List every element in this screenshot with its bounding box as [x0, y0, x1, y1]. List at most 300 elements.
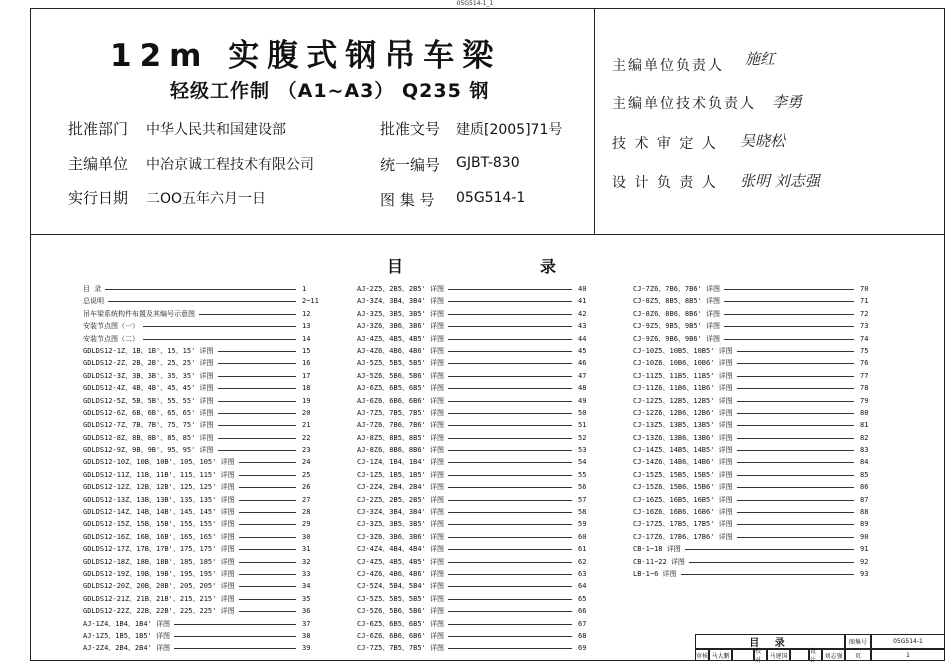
- toc-leader-line: [448, 450, 572, 451]
- date-value: 二OO五年六月一日: [146, 191, 267, 207]
- toc-entry-name: AJ-3Z6、3B6、3B6' 详图: [357, 322, 445, 331]
- toc-leader-line: [448, 462, 572, 463]
- toc-entry-page: 66: [578, 607, 587, 616]
- toc-entry-page: 59: [578, 520, 587, 529]
- toc-leader-line: [737, 462, 854, 463]
- toc-entry-page: 29: [302, 520, 311, 529]
- toc-entry: [357, 395, 587, 407]
- toc-entry-name: CJ-4Z6、4B6、4B6' 详图: [357, 569, 445, 578]
- toc-leader-line: [724, 301, 854, 302]
- toc-leader-line: [737, 500, 854, 501]
- toc-entry-page: 85: [860, 470, 869, 479]
- toc-entry-name: CJ-14Z5、14B5、14B5' 详图: [633, 446, 733, 455]
- toc-entry: [83, 618, 313, 630]
- signoff-design-role: 设 计 负 责 人: [612, 175, 718, 191]
- toc-leader-line: [737, 475, 854, 476]
- toc-entry-page: 91: [860, 545, 869, 554]
- toc-leader-line: [239, 586, 296, 587]
- toc-leader-line: [737, 438, 854, 439]
- signoff-tech-role: 主编单位技术负责人: [612, 96, 756, 112]
- toc-leader-line: [737, 537, 854, 538]
- toc-entry-page: 14: [302, 334, 311, 343]
- toc-entry-page: 78: [860, 384, 869, 393]
- toc-entry-page: 36: [302, 607, 311, 616]
- toc-entry-name: 安装节点图（一）: [83, 322, 139, 331]
- toc-entry-name: CJ-12Z6、12B6、12B6' 详图: [633, 408, 733, 417]
- toc-entry-name: CJ-10Z5、10B5、10B5' 详图: [633, 346, 733, 355]
- toc-entry-name: CJ-5Z5、5B5、5B5' 详图: [357, 594, 445, 603]
- toc-entry-page: 24: [302, 458, 311, 467]
- toc-leader-line: [448, 289, 572, 290]
- toc-entry-name: AJ-7Z6、7B6、7B6' 详图: [357, 421, 445, 430]
- toc-entry-page: 2~11: [302, 297, 319, 306]
- toc-entry-name: CJ-3Z5、3B5、3B5' 详图: [357, 520, 445, 529]
- toc-entry: [633, 518, 873, 530]
- toc-entry: [357, 357, 587, 369]
- toc-entry-page: 77: [860, 371, 869, 380]
- toc-entry-name: GDLDS12-4Z、4B、4B'、45、45' 详图: [83, 384, 214, 393]
- toc-leader-line: [239, 537, 296, 538]
- toc-entry: [357, 518, 587, 530]
- toc-entry-name: GDLDS12-17Z、17B、17B'、175、175' 详图: [83, 545, 235, 554]
- toc-entry: [357, 580, 587, 592]
- toc-entry-page: 21: [302, 421, 311, 430]
- toc-entry: [357, 419, 587, 431]
- toc-entry-page: 42: [578, 309, 587, 318]
- toc-entry: [357, 456, 587, 468]
- toc-leader-line: [239, 611, 296, 612]
- toc-entry: [633, 395, 873, 407]
- toc-leader-line: [448, 438, 572, 439]
- toc-entry: [633, 481, 873, 493]
- toc-column-3: [633, 283, 873, 580]
- toc-entry-page: 50: [578, 408, 587, 417]
- toc-entry-page: 83: [860, 446, 869, 455]
- toc-entry: [83, 556, 313, 568]
- signoff-review-role: 技 术 审 定 人: [612, 136, 718, 152]
- toc-entry-page: 30: [302, 532, 311, 541]
- toc-entry: [83, 432, 313, 444]
- toc-entry: [357, 469, 587, 481]
- toc-entry-page: 32: [302, 557, 311, 566]
- toc-leader-line: [239, 562, 296, 563]
- toc-leader-line: [737, 512, 854, 513]
- toc-entry: [83, 506, 313, 518]
- toc-entry-name: 目 录: [83, 285, 102, 293]
- toc-entry-page: 68: [578, 631, 587, 640]
- toc-entry: [633, 345, 873, 357]
- toc-entry-name: GDLDS12-20Z、20B、20B'、205、205' 详图: [83, 582, 235, 591]
- toc-entry-name: CJ-17Z5、17B5、17B5' 详图: [633, 520, 733, 529]
- toc-entry-page: 46: [578, 359, 587, 368]
- toc-entry-page: 80: [860, 408, 869, 417]
- code-label: 统一编号: [380, 156, 441, 174]
- toc-leader-line: [685, 549, 854, 550]
- toc-leader-line: [448, 475, 572, 476]
- toc-leader-line: [174, 624, 296, 625]
- toc-leader-line: [737, 487, 854, 488]
- toc-entry: [83, 642, 313, 654]
- toc-entry: [633, 419, 873, 431]
- toc-leader-line: [239, 574, 296, 575]
- toc-entry-page: 60: [578, 532, 587, 541]
- toc-entry-name: AJ-8Z6、8B6、8B6' 详图: [357, 446, 445, 455]
- toc-entry: [357, 568, 587, 580]
- page-title: 12m 实腹式钢吊车梁: [110, 38, 502, 74]
- toc-entry-name: AJ-8Z5、8B5、8B5' 详图: [357, 433, 445, 442]
- toc-entry-page: 64: [578, 582, 587, 591]
- signoff-design-signature: 张明 刘志强: [740, 172, 820, 190]
- toc-entry-name: CJ-11Z6、11B6、11B6' 详图: [633, 384, 733, 393]
- toc-leader-line: [448, 326, 572, 327]
- toc-entry-page: 90: [860, 532, 869, 541]
- toc-entry: [83, 518, 313, 530]
- toc-heading-right: 录: [540, 257, 557, 276]
- toc-leader-line: [239, 512, 296, 513]
- toc-leader-line: [239, 599, 296, 600]
- toc-entry-page: 40: [578, 285, 587, 293]
- toc-leader-line: [218, 438, 296, 439]
- toc-entry: [633, 333, 873, 345]
- toc-entry: [357, 308, 587, 320]
- toc-entry: [357, 333, 587, 345]
- toc-entry-page: 57: [578, 495, 587, 504]
- toc-leader-line: [239, 475, 296, 476]
- toc-entry-name: CJ-16Z5、16B5、16B5' 详图: [633, 495, 733, 504]
- toc-leader-line: [218, 413, 296, 414]
- toc-entry-name: CJ-8Z5、8B5、8B5' 详图: [633, 297, 721, 306]
- toc-entry: [633, 556, 873, 568]
- toc-leader-line: [143, 339, 296, 340]
- toc-entry-name: GDLDS12-1Z、1B、1B'、15、15' 详图: [83, 346, 214, 355]
- toc-leader-line: [448, 586, 572, 587]
- toc-leader-line: [724, 289, 854, 290]
- toc-entry: [357, 630, 587, 642]
- date-label: 实行日期: [68, 189, 129, 207]
- toc-entry: [633, 308, 873, 320]
- toc-entry-name: CJ-13Z5、13B5、13B5' 详图: [633, 421, 733, 430]
- toc-entry-name: CJ-11Z5、11B5、11B5' 详图: [633, 371, 733, 380]
- toc-entry-page: 34: [302, 582, 311, 591]
- toc-entry-page: 48: [578, 384, 587, 393]
- toc-entry: [83, 580, 313, 592]
- toc-entry: [633, 407, 873, 419]
- editor-value: 中冶京诚工程技术有限公司: [146, 157, 314, 173]
- toc-column-2: [357, 283, 587, 655]
- signoff-chief-role: 主编单位负责人: [612, 58, 724, 74]
- code-value: GJBT-830: [456, 155, 520, 171]
- tb-reviewer-label: 审核: [695, 649, 709, 661]
- toc-entry-name: 安装节点图（二）: [83, 334, 139, 343]
- toc-entry-page: 39: [302, 644, 311, 653]
- toc-entry-name: CJ-13Z6、13B6、13B6' 详图: [633, 433, 733, 442]
- toc-leader-line: [448, 413, 572, 414]
- toc-entry: [83, 469, 313, 481]
- toc-entry-page: 67: [578, 619, 587, 628]
- tb-checker-signature: [790, 649, 809, 661]
- toc-leader-line: [448, 599, 572, 600]
- toc-entry-page: 35: [302, 594, 311, 603]
- signoff-review-signature: 吴晓松: [740, 132, 786, 150]
- tb-checker-name: 马建国: [767, 649, 790, 661]
- toc-entry-page: 54: [578, 458, 587, 467]
- toc-entry: [633, 320, 873, 332]
- toc-leader-line: [448, 524, 572, 525]
- toc-entry-name: CB-11~22 详图: [633, 557, 685, 566]
- toc-entry-name: CJ-3Z6、3B6、3B6' 详图: [357, 532, 445, 541]
- toc-entry: [633, 444, 873, 456]
- toc-entry-page: 27: [302, 495, 311, 504]
- toc-entry-name: CJ-2Z4、2B4、2B4' 详图: [357, 483, 445, 492]
- toc-leader-line: [218, 351, 296, 352]
- toc-entry: [83, 531, 313, 543]
- toc-leader-line: [448, 376, 572, 377]
- toc-entry-name: CB-1~18 详图: [633, 545, 681, 554]
- dept-value: 中华人民共和国建设部: [146, 122, 286, 138]
- editor-label: 主编单位: [68, 155, 129, 173]
- toc-entry: [357, 432, 587, 444]
- toc-leader-line: [448, 611, 572, 612]
- toc-entry-name: CJ-7Z6、7B6、7B6' 详图: [633, 285, 721, 293]
- toc-entry: [633, 506, 873, 518]
- toc-leader-line: [448, 363, 572, 364]
- toc-entry-page: 12: [302, 309, 311, 318]
- toc-entry: [83, 320, 313, 332]
- toc-leader-line: [448, 388, 572, 389]
- toc-entry: [357, 605, 587, 617]
- toc-entry-name: CJ-4Z4、4B4、4B4' 详图: [357, 545, 445, 554]
- toc-entry-page: 65: [578, 594, 587, 603]
- toc-entry-page: 19: [302, 396, 311, 405]
- toc-entry-name: GDLDS12-14Z、14B、14B'、145、145' 详图: [83, 508, 235, 517]
- toc-entry: [83, 333, 313, 345]
- toc-entry: [633, 494, 873, 506]
- doc-value: 建质[2005]71号: [456, 122, 563, 138]
- toc-entry-name: CJ-8Z6、8B6、8B6' 详图: [633, 309, 721, 318]
- toc-entry-name: AJ-2Z4、2B4、2B4' 详图: [83, 644, 171, 653]
- toc-entry-page: 79: [860, 396, 869, 405]
- toc-entry: [357, 543, 587, 555]
- toc-entry: [83, 295, 319, 307]
- toc-entry-page: 1: [302, 285, 307, 293]
- signoff-divider: [594, 8, 595, 234]
- toc-entry: [83, 357, 313, 369]
- toc-entry-name: GDLDS12-12Z、12B、12B'、125、125' 详图: [83, 483, 235, 492]
- toc-entry: [83, 382, 313, 394]
- tb-designer-label: 设计: [809, 649, 822, 661]
- toc-leader-line: [174, 636, 296, 637]
- toc-leader-line: [199, 314, 296, 315]
- tb-checker-label: 校对: [754, 649, 767, 661]
- toc-leader-line: [239, 549, 296, 550]
- toc-entry: [357, 481, 587, 493]
- toc-leader-line: [239, 462, 296, 463]
- toc-entry-page: 18: [302, 384, 311, 393]
- toc-column-1: [83, 283, 319, 655]
- toc-entry-name: CJ-6Z6、6B6、6B6' 详图: [357, 631, 445, 640]
- toc-entry-page: 93: [860, 569, 869, 578]
- toc-entry-name: 吊车梁系统构件布置及其编号示意图: [83, 309, 195, 318]
- toc-entry-page: 53: [578, 446, 587, 455]
- toc-entry-name: GDLDS12-2Z、2B、2B'、25、25' 详图: [83, 359, 214, 368]
- toc-entry-page: 13: [302, 322, 311, 331]
- toc-entry-page: 55: [578, 470, 587, 479]
- toc-entry-page: 17: [302, 371, 311, 380]
- toc-leader-line: [448, 512, 572, 513]
- toc-entry-name: CJ-4Z5、4B5、4B5' 详图: [357, 557, 445, 566]
- toc-entry-name: GDLDS12-10Z、10B、10B'、105、105' 详图: [83, 458, 235, 467]
- title-block: [695, 634, 945, 664]
- toc-entry: [633, 432, 873, 444]
- toc-entry-name: CJ-15Z6、15B6、15B6' 详图: [633, 483, 733, 492]
- toc-entry: [83, 444, 313, 456]
- toc-entry-page: 86: [860, 483, 869, 492]
- toc-entry-page: 81: [860, 421, 869, 430]
- toc-entry-name: AJ-6Z5、6B5、6B5' 详图: [357, 384, 445, 393]
- dept-label: 批准部门: [68, 120, 129, 138]
- toc-leader-line: [218, 401, 296, 402]
- toc-leader-line: [737, 401, 854, 402]
- toc-entry-page: 69: [578, 644, 587, 653]
- toc-leader-line: [218, 376, 296, 377]
- toc-entry: [83, 481, 313, 493]
- toc-entry-name: CJ-3Z4、3B4、3B4' 详图: [357, 508, 445, 517]
- toc-leader-line: [108, 301, 296, 302]
- toc-leader-line: [737, 524, 854, 525]
- toc-entry: [83, 407, 313, 419]
- toc-entry-page: 63: [578, 569, 587, 578]
- header-divider: [30, 234, 945, 235]
- toc-heading-left: 目: [387, 257, 404, 276]
- toc-leader-line: [239, 487, 296, 488]
- toc-leader-line: [448, 648, 572, 649]
- toc-entry-page: 72: [860, 309, 869, 318]
- toc-entry-page: 20: [302, 408, 311, 417]
- toc-entry-page: 22: [302, 433, 311, 442]
- toc-entry: [357, 370, 587, 382]
- toc-entry-page: 82: [860, 433, 869, 442]
- tb-title: 目 录: [695, 634, 845, 649]
- toc-entry-page: 87: [860, 495, 869, 504]
- toc-leader-line: [448, 562, 572, 563]
- toc-entry-page: 31: [302, 545, 311, 554]
- toc-entry: [633, 469, 873, 481]
- toc-entry-name: CJ-17Z6、17B6、17B6' 详图: [633, 532, 733, 541]
- toc-entry-name: GDLDS12-15Z、15B、15B'、155、155' 详图: [83, 520, 235, 529]
- toc-leader-line: [448, 549, 572, 550]
- toc-leader-line: [239, 524, 296, 525]
- toc-leader-line: [239, 500, 296, 501]
- toc-leader-line: [737, 450, 854, 451]
- toc-leader-line: [689, 562, 854, 563]
- toc-leader-line: [218, 388, 296, 389]
- doc-label: 批准文号: [380, 120, 441, 138]
- toc-entry-name: CJ-10Z6、10B6、10B6' 详图: [633, 359, 733, 368]
- toc-entry-page: 26: [302, 483, 311, 492]
- toc-entry-name: CJ-6Z5、6B5、6B5' 详图: [357, 619, 445, 628]
- toc-entry-page: 92: [860, 557, 869, 566]
- toc-entry: [83, 345, 313, 357]
- toc-entry-name: AJ-3Z5、3B5、3B5' 详图: [357, 309, 445, 318]
- toc-leader-line: [448, 636, 572, 637]
- toc-leader-line: [448, 500, 572, 501]
- toc-entry: [83, 283, 313, 295]
- toc-entry-name: GDLDS12-19Z、19B、19B'、195、195' 详图: [83, 569, 235, 578]
- toc-entry: [357, 295, 587, 307]
- toc-entry-name: AJ-2Z5、2B5、2B5' 详图: [357, 285, 445, 293]
- toc-entry: [83, 419, 313, 431]
- toc-entry-page: 89: [860, 520, 869, 529]
- toc-entry-name: AJ-4Z6、4B6、4B6' 详图: [357, 346, 445, 355]
- toc-entry: [633, 295, 873, 307]
- toc-entry-page: 70: [860, 285, 869, 293]
- toc-entry-page: 23: [302, 446, 311, 455]
- toc-entry: [83, 543, 313, 555]
- toc-entry: [357, 320, 587, 332]
- toc-entry-name: GDLDS12-8Z、8B、8B'、85、85' 详图: [83, 433, 214, 442]
- toc-entry-name: AJ-1Z4、1B4、1B4' 详图: [83, 619, 171, 628]
- toc-entry-page: 58: [578, 508, 587, 517]
- tb-atlas-value: 05G514-1: [871, 634, 945, 649]
- toc-leader-line: [448, 351, 572, 352]
- toc-entry-page: 41: [578, 297, 587, 306]
- toc-entry-name: GDLDS12-16Z、16B、16B'、165、165' 详图: [83, 532, 235, 541]
- toc-entry-name: GDLDS12-22Z、22B、22B'、225、225' 详图: [83, 607, 235, 616]
- toc-entry: [357, 444, 587, 456]
- toc-entry-page: 88: [860, 508, 869, 517]
- toc-leader-line: [737, 413, 854, 414]
- toc-entry: [357, 642, 587, 654]
- toc-entry-page: 75: [860, 346, 869, 355]
- toc-entry-page: 43: [578, 322, 587, 331]
- toc-entry: [357, 382, 587, 394]
- toc-entry-name: AJ-3Z4、3B4、3B4' 详图: [357, 297, 445, 306]
- toc-entry: [357, 506, 587, 518]
- toc-entry-page: 62: [578, 557, 587, 566]
- signoff-tech-signature: 李勇: [772, 93, 803, 111]
- toc-entry: [83, 370, 313, 382]
- toc-leader-line: [448, 624, 572, 625]
- toc-entry-name: GDLDS12-18Z、18B、18B'、185、185' 详图: [83, 557, 235, 566]
- toc-entry-page: 47: [578, 371, 587, 380]
- toc-entry: [83, 568, 313, 580]
- toc-entry-name: CJ-1Z5、1B5、1B5' 详图: [357, 470, 445, 479]
- toc-entry-name: CJ-1Z4、1B4、1B4' 详图: [357, 458, 445, 467]
- toc-leader-line: [448, 301, 572, 302]
- toc-leader-line: [737, 363, 854, 364]
- toc-entry-name: CJ-9Z5、9B5、9B5' 详图: [633, 322, 721, 331]
- toc-entry-page: 25: [302, 470, 311, 479]
- toc-leader-line: [724, 314, 854, 315]
- toc-entry-name: AJ-5Z6、5B6、5B6' 详图: [357, 371, 445, 380]
- toc-entry-name: GDLDS12-21Z、21B、21B'、215、215' 详图: [83, 594, 235, 603]
- toc-leader-line: [448, 339, 572, 340]
- toc-leader-line: [724, 326, 854, 327]
- toc-entry-page: 71: [860, 297, 869, 306]
- toc-entry-page: 74: [860, 334, 869, 343]
- tb-designer-name: 刘志强: [822, 649, 845, 661]
- toc-entry-page: 49: [578, 396, 587, 405]
- toc-leader-line: [448, 537, 572, 538]
- toc-entry-name: GDLDS12-11Z、11B、11B'、115、115' 详图: [83, 470, 235, 479]
- toc-leader-line: [448, 574, 572, 575]
- toc-entry-page: 51: [578, 421, 587, 430]
- toc-leader-line: [218, 363, 296, 364]
- tb-page-value: 1: [871, 649, 945, 661]
- toc-entry: [357, 618, 587, 630]
- toc-entry-page: 28: [302, 508, 311, 517]
- toc-leader-line: [737, 388, 854, 389]
